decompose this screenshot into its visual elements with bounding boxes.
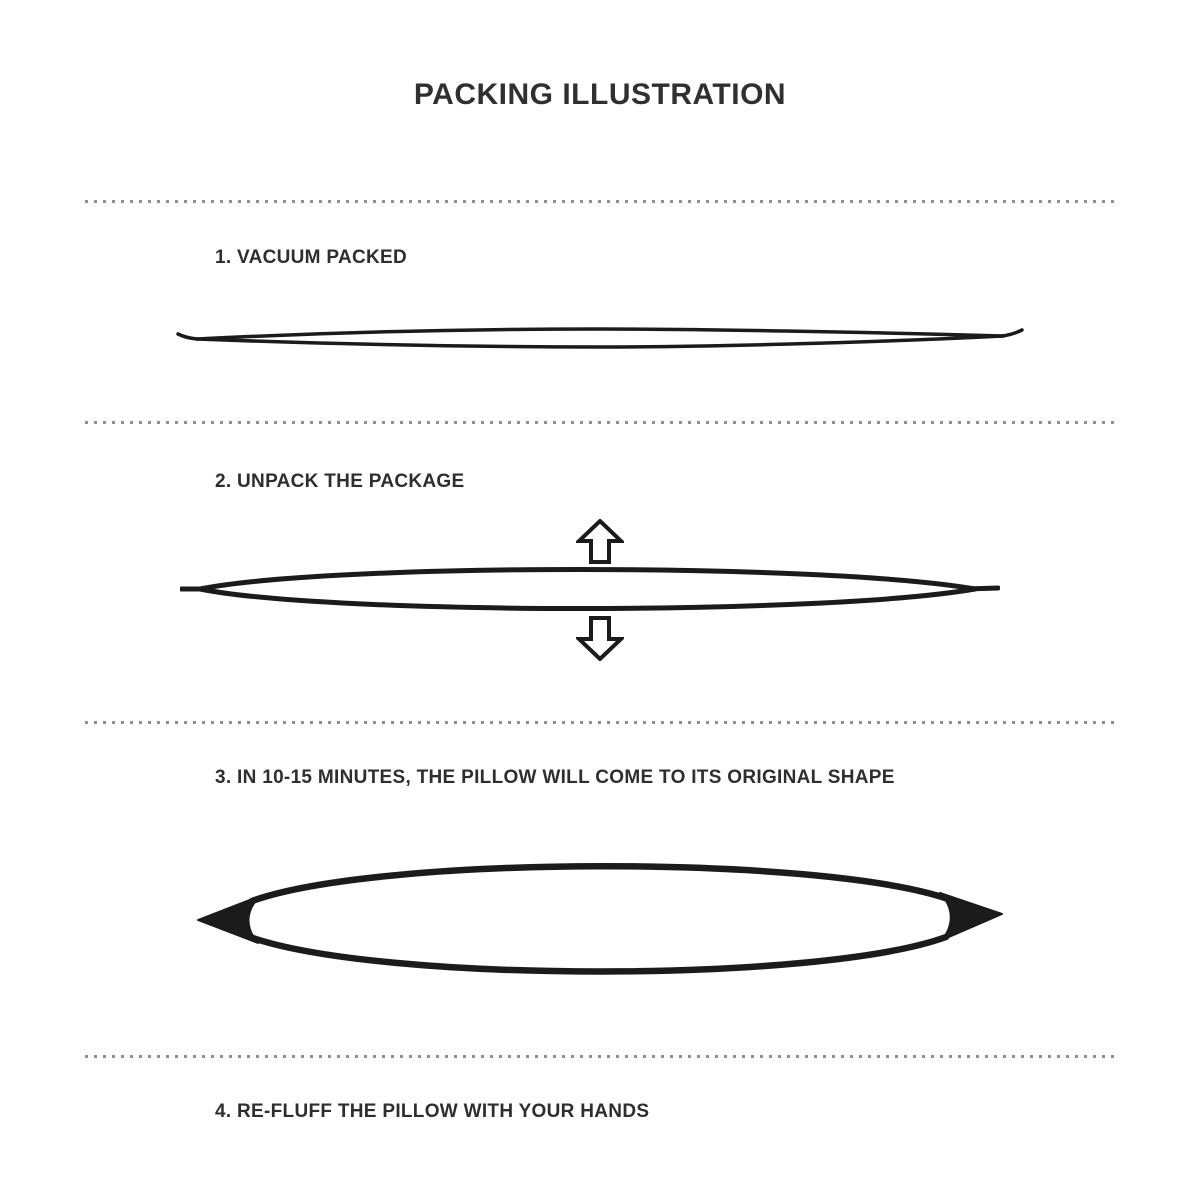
dotted-divider-2 bbox=[85, 421, 1116, 424]
step-4-label: 4. RE-FLUFF THE PILLOW WITH YOUR HANDS bbox=[215, 1101, 650, 1122]
step-3-label: 3. IN 10-15 MINUTES, THE PILLOW WILL COME TO ITS ORIGINAL SHAPE bbox=[215, 767, 895, 788]
page-title: PACKING ILLUSTRATION bbox=[413, 78, 787, 111]
step-2-label: 2. UNPACK THE PACKAGE bbox=[215, 471, 465, 492]
dotted-divider-4 bbox=[85, 1055, 1116, 1058]
arrow-down-icon bbox=[576, 616, 624, 661]
vacuum-packed-pillow-icon bbox=[175, 318, 1025, 356]
step-1-label: 1. VACUUM PACKED bbox=[215, 247, 407, 268]
dotted-divider-3 bbox=[85, 721, 1116, 724]
dotted-divider-1 bbox=[85, 200, 1116, 203]
expanding-pillow-icon bbox=[180, 563, 1000, 615]
fluffed-pillow-icon bbox=[190, 855, 1010, 983]
arrow-up-icon bbox=[576, 519, 624, 564]
